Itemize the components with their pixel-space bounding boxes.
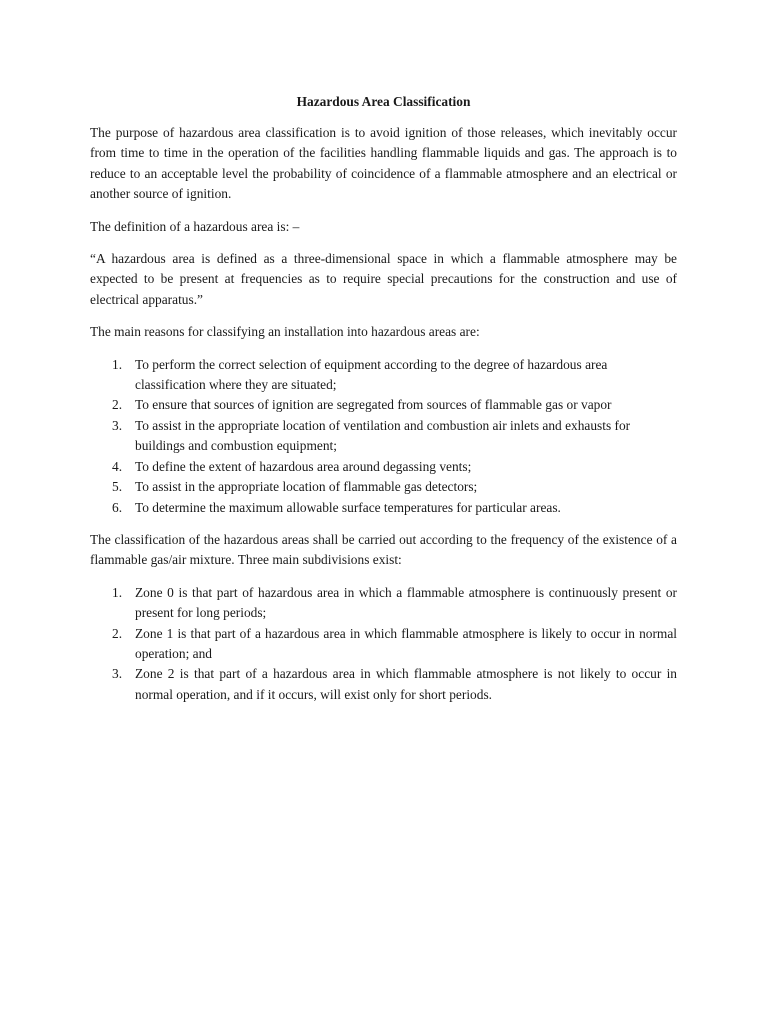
list-item [90, 355, 677, 396]
list-item-number: 3. [112, 417, 123, 433]
list-item-text: Zone 1 is that part of a hazardous area in which flammable atmosphere is likely to occur in normal operation; and [135, 625, 677, 661]
list-item [90, 477, 677, 497]
list-item-number: 1. [112, 584, 123, 600]
list-item-number: 4. [112, 458, 123, 474]
zones-list [90, 583, 677, 705]
list-item [90, 457, 677, 477]
list-item [90, 583, 677, 624]
list-item [90, 498, 677, 518]
list-item-text: To ensure that sources of ignition are segregated from sources of flammable gas or vapor [135, 397, 612, 413]
document-body [90, 92, 677, 717]
list-item-text: To assist in the appropriate location of flammable gas detectors; [135, 479, 478, 495]
list-item-number: 6. [112, 499, 123, 515]
list-item-text: Zone 0 is that part of hazardous area in which a flammable atmosphere is continuously present or present for long periods; [135, 584, 677, 621]
list-item-number: 2. [112, 625, 123, 641]
list-item-text: To perform the correct selection of equipment according to the degree of hazardous area classification where they are situated; [135, 356, 608, 393]
list-item-number: 1. [112, 356, 123, 372]
purpose-paragraph: The purpose of hazardous area classification is to avoid ignition of those releases, which inevitably occur from time to time in the operation of the facilities handling flammable liquids and gas. The approach is to reduce to an acceptable level the probability of coincidence of a flammable atmosphere and an electrical or another source of ignition. [90, 125, 677, 202]
list-item [90, 664, 677, 705]
list-item-number: 5. [112, 479, 123, 495]
list-item-text: To determine the maximum allowable surface temperatures for particular areas. [135, 499, 561, 515]
list-item [90, 395, 677, 415]
list-item [90, 416, 677, 457]
list-item-text: To define the extent of hazardous area around degassing vents; [135, 458, 472, 474]
list-item-text: To assist in the appropriate location of ventilation and combustion air inlets and exhausts for buildings and combustion equipment; [135, 417, 631, 454]
reasons-list [90, 355, 677, 518]
document-title: Hazardous Area Classification [296, 94, 471, 109]
definition-intro: The definition of a hazardous area is: – [90, 218, 300, 234]
list-item-number: 3. [112, 666, 123, 682]
classification-intro: The classification of the hazardous areas shall be carried out according to the frequency of the existence of a flammable gas/air mixture. Three main subdivisions exist: [90, 531, 677, 568]
list-item-number: 2. [112, 397, 123, 413]
definition-quote: “A hazardous area is defined as a three-dimensional space in which a flammable atmosphere may be expected to be present at frequencies as to require special precautions for the construction and use of electrical apparatus.” [90, 251, 677, 307]
reasons-intro: The main reasons for classifying an installation into hazardous areas are: [90, 324, 480, 340]
list-item [90, 624, 677, 665]
list-item-text: Zone 2 is that part of a hazardous area in which flammable atmosphere is not likely to occur in normal operation, and if it occurs, will exist only for short periods. [135, 666, 677, 702]
